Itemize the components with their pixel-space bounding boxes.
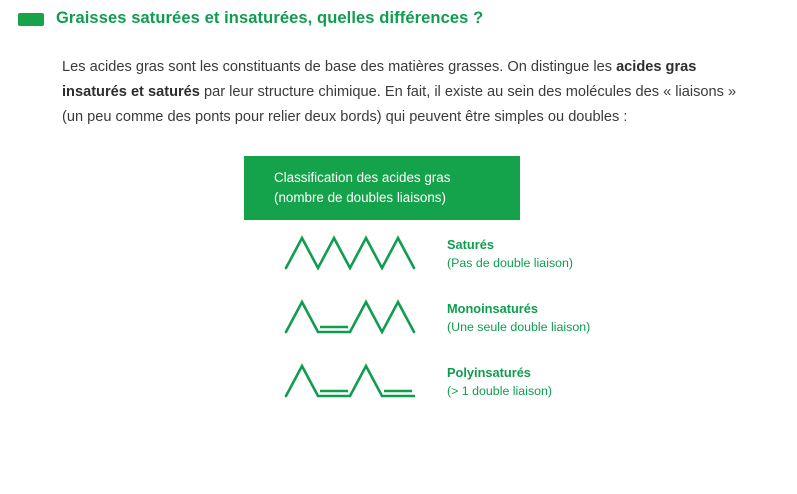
zigzag-one-double-bond-icon (282, 296, 418, 336)
row-title: Saturés (447, 236, 494, 252)
intro-text-bold: acides gras insaturés et saturés (62, 58, 697, 100)
intro-text-part2: par leur structure chimique. En fait, il existe au sein des molécules des « liaisons » (un peu comme des ponts pour relier deux bords) qui peuvent être simples ou doubles : (62, 83, 737, 125)
intro-text-part1: Les acides gras sont les constituants de base des matières grasses. On distingue les (62, 58, 617, 75)
figure-caption-box (244, 156, 520, 220)
row-title: Polyinsaturés (447, 364, 531, 380)
green-square-bullet-icon (18, 13, 44, 26)
figure-row-saturated (0, 228, 797, 292)
row-detail: (> 1 double liaison) (447, 383, 553, 398)
figure-row-monounsaturated (0, 292, 797, 356)
figure-row-labels (447, 364, 552, 401)
figure-row-labels (447, 300, 590, 337)
intro-paragraph (62, 55, 757, 130)
figure-caption-line1: Classification des acides gras (274, 170, 451, 186)
figure-row-labels (447, 236, 573, 273)
section-header (0, 0, 797, 29)
figure-caption-line2: (nombre de doubles liaisons) (274, 189, 446, 205)
row-title: Monoinsaturés (447, 300, 539, 316)
zigzag-no-double-bond-icon (282, 232, 418, 272)
figure-rows (0, 228, 797, 420)
zigzag-two-double-bonds-icon (282, 360, 418, 400)
figure-row-polyunsaturated (0, 356, 797, 420)
row-detail: (Une seule double liaison) (447, 319, 591, 334)
row-detail: (Pas de double liaison) (447, 255, 574, 270)
classification-figure (0, 156, 797, 446)
page-title: Graisses saturées et insaturées, quelles différences ? (56, 9, 484, 27)
